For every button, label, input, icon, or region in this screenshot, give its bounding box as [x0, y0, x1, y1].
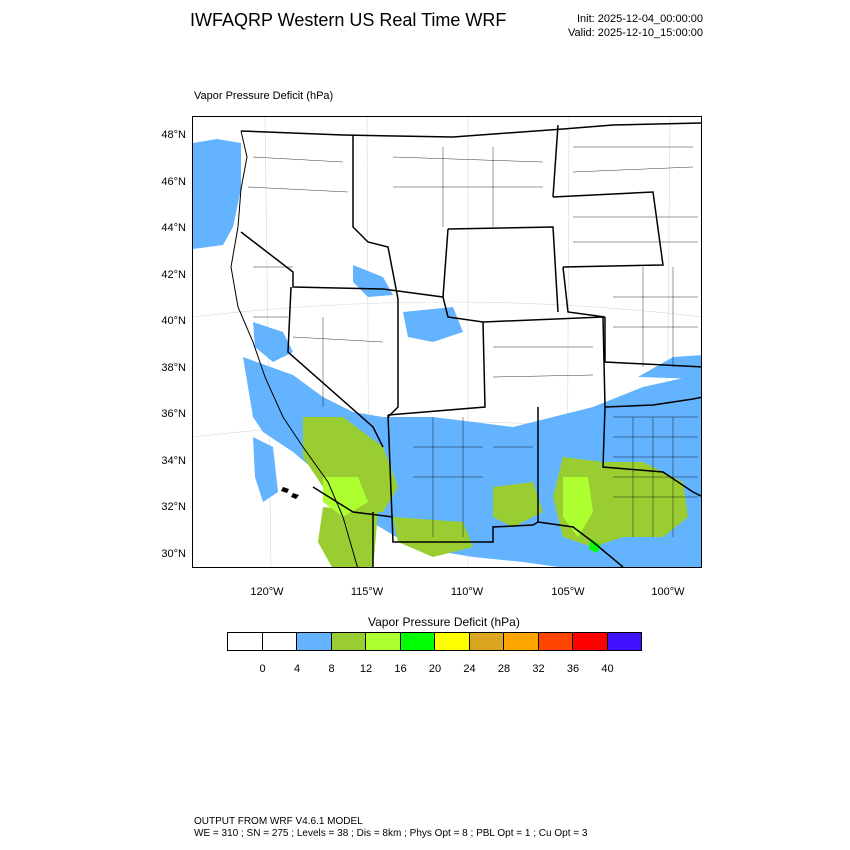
field-label: Vapor Pressure Deficit (hPa) [194, 90, 334, 102]
init-time: Init: 2025-12-04_00:00:00 [577, 13, 703, 25]
colorbar-label: 32 [532, 663, 545, 675]
colorbar-title: Vapor Pressure Deficit (hPa) [368, 615, 520, 629]
lon-label-115: 115°W [350, 586, 384, 598]
lat-label-34: 34°N [161, 455, 186, 467]
islands [281, 487, 299, 499]
valid-time: Valid: 2025-12-10_15:00:00 [568, 27, 703, 39]
colorbar-box [296, 632, 332, 651]
lat-label-46: 46°N [161, 176, 186, 188]
lat-label-48: 48°N [161, 129, 186, 141]
colorbar-box [331, 632, 367, 651]
colorbar-label: 0 [259, 663, 266, 675]
colorbar-box [469, 632, 505, 651]
lat-label-32: 32°N [161, 501, 186, 513]
colorbar-label: 40 [601, 663, 614, 675]
colorbar-label: 4 [293, 663, 301, 675]
lon-label-120: 120°W [250, 586, 284, 598]
colorbar-label: 8 [328, 663, 335, 675]
colorbar-box [262, 632, 298, 651]
map-panel [192, 116, 702, 568]
footer-model: OUTPUT FROM WRF V4.6.1 MODEL [194, 816, 363, 827]
colorbar-box [365, 632, 401, 651]
colorbar [228, 632, 642, 651]
colorbar-label: 28 [497, 663, 511, 675]
colorbar-box [227, 632, 263, 651]
footer-config: WE = 310 ; SN = 275 ; Levels = 38 ; Dis = 8km ; Phys Opt = 8 ; PBL Opt = 1 ; Cu Opt = 3 [194, 828, 588, 839]
lon-label-100: 100°W [651, 586, 685, 598]
colorbar-box [538, 632, 574, 651]
lat-label-40: 40°N [161, 315, 186, 327]
lon-label-105: 105°W [551, 586, 585, 598]
colorbar-label: 12 [359, 663, 373, 675]
colorbar-label: 16 [394, 663, 407, 675]
colorbar-box [434, 632, 470, 651]
colorbar-label: 20 [428, 663, 442, 675]
lon-label-110: 110°W [450, 586, 484, 598]
colorbar-box [400, 632, 436, 651]
colorbar-label: 36 [566, 663, 580, 675]
lat-label-42: 42°N [161, 269, 186, 281]
colorbar-box [503, 632, 539, 651]
lat-label-36: 36°N [161, 408, 186, 420]
lat-label-38: 38°N [161, 362, 186, 374]
lat-label-30: 30°N [161, 548, 186, 560]
vpd-map [193, 117, 702, 568]
colorbar-label: 24 [463, 663, 476, 675]
colorbar-box [572, 632, 608, 651]
pacific-ocean [193, 139, 241, 249]
colorbar-box [607, 632, 643, 651]
page-title: IWFAQRP Western US Real Time WRF [190, 10, 507, 30]
lat-label-44: 44°N [161, 222, 186, 234]
